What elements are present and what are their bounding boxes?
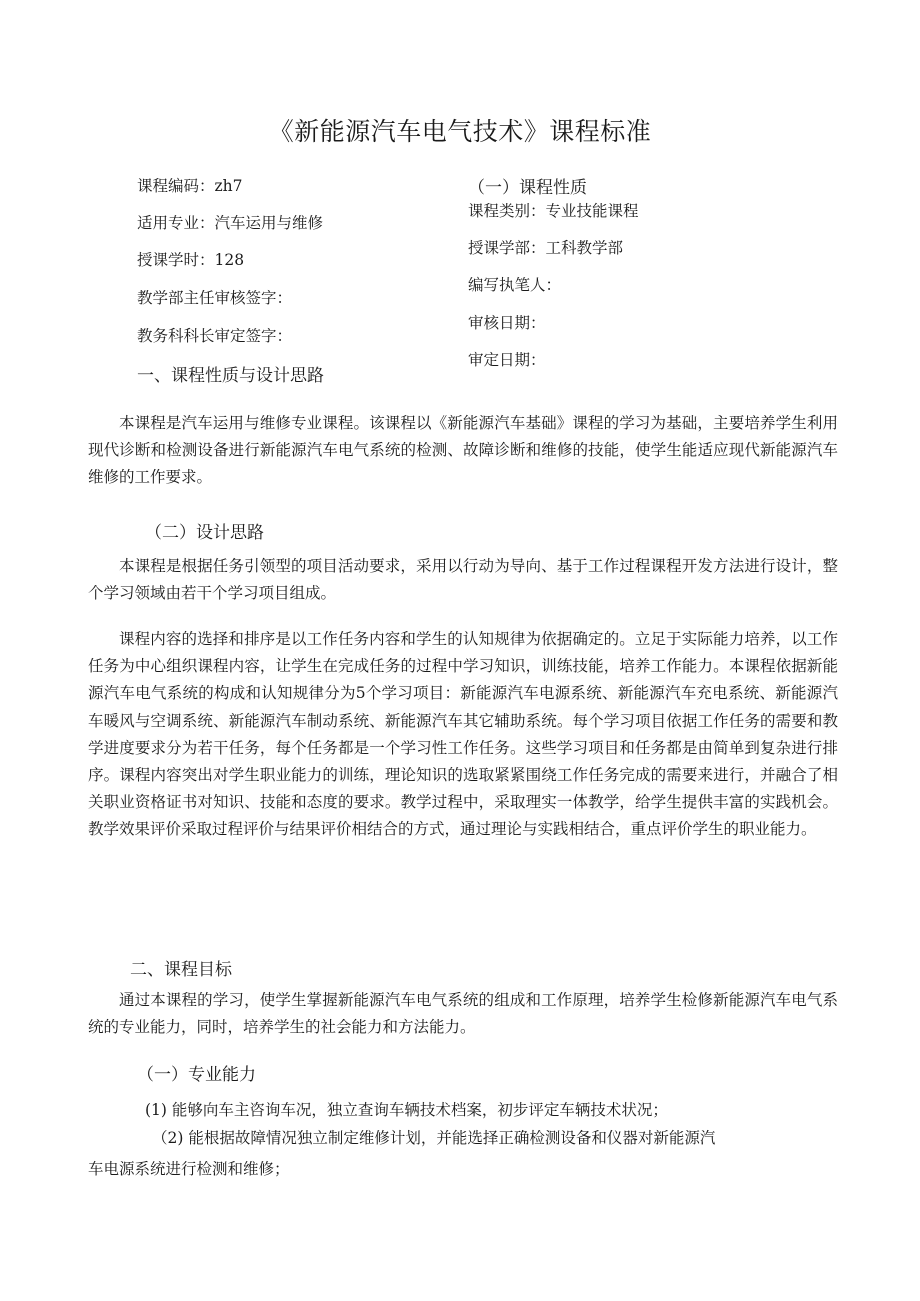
course-category: 课程类别：专业技能课程 (468, 202, 639, 220)
review-date: 审核日期： (468, 314, 546, 332)
subsection-design-title: （二）设计思路 (145, 523, 264, 543)
dean-signature: 教务科科长审定签字： (137, 327, 293, 345)
applicable-major: 适用专业：汽车运用与维修 (137, 214, 324, 232)
teaching-department: 授课学部：工科教学部 (468, 239, 624, 257)
list-item-2-line-2: 车电源系统进行检测和维修； (88, 1160, 290, 1178)
paragraph-design-1: 本课程是根据任务引领型的项目活动要求，采用以行动为导向、基于工作过程课程开发方法进行设计，整个学习领域由若干个学习项目组成。 (88, 557, 838, 603)
author: 编写执笔人： (468, 276, 562, 294)
paragraph-course-nature: 本课程是汽车运用与维修专业课程。该课程以《新能源汽车基础》课程的学习为基础，主要培养学生利用现代诊断和检测设备进行新能源汽车电气系统的检测、故障诊断和维修的技能，使学生能适应现代新能源汽车维修的工作要求。 (88, 414, 838, 487)
approval-date: 审定日期： (468, 351, 546, 369)
director-signature: 教学部主任审核签字： (137, 289, 293, 307)
subsection-professional-title: （一）专业能力 (137, 1065, 256, 1085)
page-title: 《新能源汽车电气技术》课程标准 (268, 117, 652, 146)
list-item-1: (1) 能够向车主咨询车况，独立查询车辆技术档案，初步评定车辆技术状况； (145, 1101, 668, 1119)
course-nature-heading: （一）课程性质 (468, 178, 587, 198)
teaching-hours: 授课学时：128 (137, 251, 245, 269)
course-code: 课程编码：zh7 (137, 177, 243, 195)
paragraph-course-goal: 通过本课程的学习，使学生掌握新能源汽车电气系统的组成和工作原理，培养学生检修新能源汽车电气系统的专业能力，同时，培养学生的社会能力和方法能力。 (88, 991, 838, 1037)
paragraph-design-2: 课程内容的选择和排序是以工作任务内容和学生的认知规律为依据确定的。立足于实际能力培养，以工作任务为中心组织课程内容，让学生在完成任务的过程中学习知识，训练技能，培养工作能力。本课程依据新能源汽车电气系统的构成和认知规律分为5个学习项目：新能源汽车电源系统、新能源汽车充电系统、新能源汽车暖风与空调系统、新能源汽车制动系统、新能源汽车其它辅助系统。每个学习项目依据工作任务的需要和教学进度要求分为若干任务，每个任务都是一个学习性工作任务。这些学习项目和任务都是由简单到复杂进行排序。课程内容突出对学生职业能力的训练，理论知识的选取紧紧围绕工作任务完成的需要来进行，并融合了相关职业资格证书对知识、技能和态度的要求。教学过程中，采取理实一体教学，给学生提供丰富的实践机会。教学效果评价采取过程评价与结果评价相结合的方式，通过理论与实践相结合，重点评价学生的职业能力。 (88, 630, 838, 839)
section-2-title: 二、课程目标 (130, 960, 232, 980)
list-item-2-line-1: （2) 能根据故障情况独立制定维修计划，并能选择正确检测设备和仪器对新能源汽 (152, 1129, 716, 1147)
section-1-title: 一、课程性质与设计思路 (137, 366, 324, 386)
